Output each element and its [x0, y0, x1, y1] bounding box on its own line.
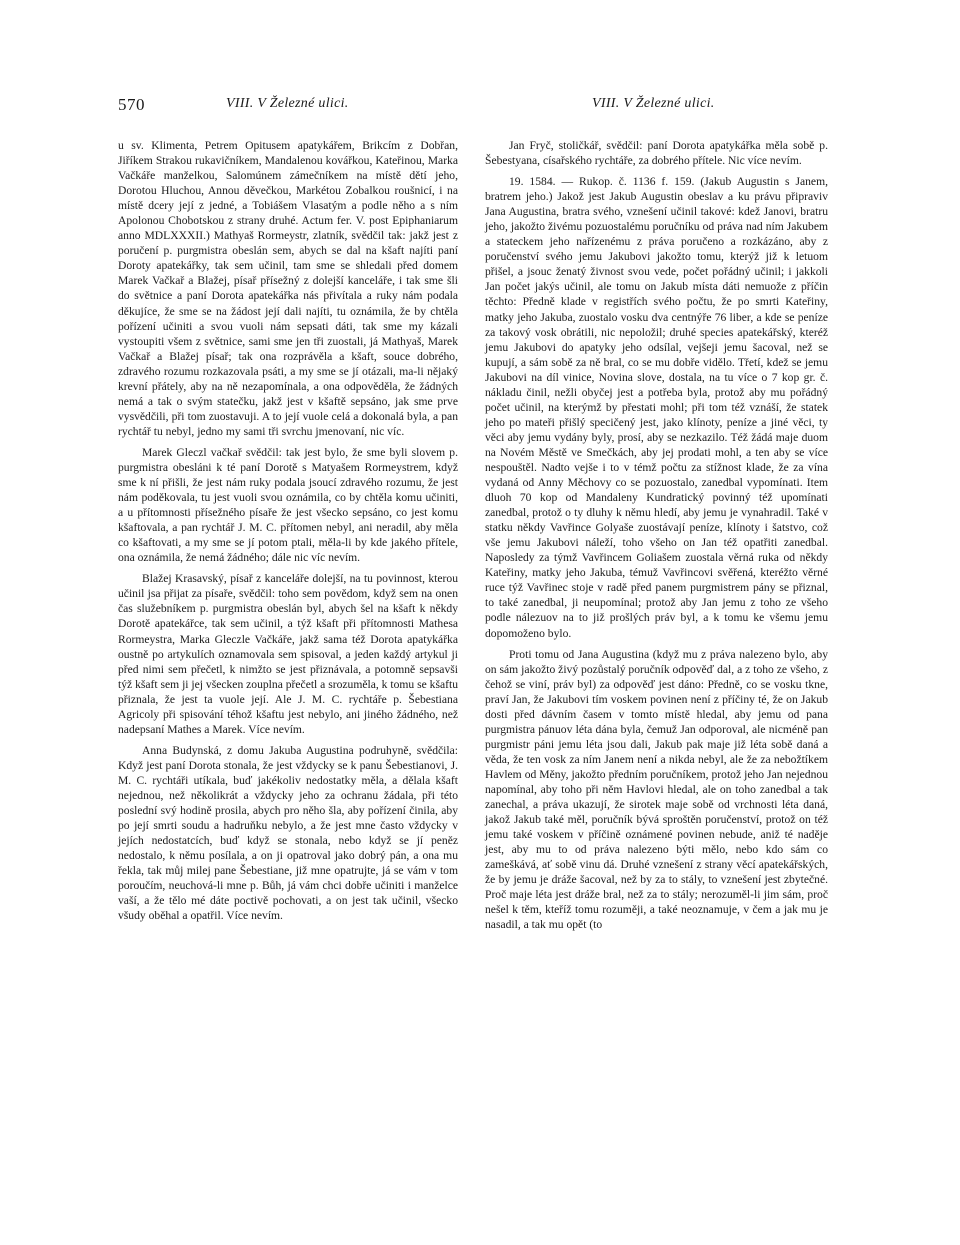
paragraph: u sv. Klimenta, Petrem Opitusem apatykářem, Brikcím z Dobřan, Jiříkem Strakou rukavičníkem, Mandalenou kovářkou, Kateřinou, Marka Vačkáře manželkou, Salomúnem zámečníkem na místě dětí jeho, Dorotou Hluchou, Annou děvečkou, Markétou Zobalkou roušnicí, i na místě dcery její z jedné, a Tobiášem Vlasatým a podle něho a s ním Apolonou Chobotskou z strany druhé. Actum fer. V. post Epiphaniarum anno MDLXXXII.) Mathyaš Rormeystr, zlatník, svědčil tak: jakž jest z poručení p. purgmistra obeslán sem, abych se dal na kšaft najíti paní Doroty apatekářky, tak sem učinil, tam sme se shledali před domem Marek Vačkař a Blažej, písař přísežný z dolejší kanceláře, i tak sme šli do světnice a paní Dorota apatekářka nás přivítala a ruky nám podala děkujíce, že sme se na žádost její dali najíti, tu oznámila, že by chtěla pořízení učiniti a svou vuoli nám sepsati dáti, tak sme my kázali vystoupiti všem z světnice, sami sme jen tři zuostali, já Mathyaš, Marek Vačkař a Blažej písař; tak ona rozprávěla a kšaft, souce dobrého, zdravého rozumu rozkazovala psáti, a my sme se jí otázali, ma-li nějaký krevní přátely, aby na ně nezapomínala, a ona odpověděla, že žádných nemá a tak o svým statečku, jakž jest v kšaftě sepsáno, jak sme prve vysvědčili, při tom zuostavuji. A to její vuole celá a dokonalá byla, a pan rychtář tu nebyl, jedno my sami tři svrchu jmenovaní, nic víc. [118, 139, 458, 438]
page-number: 570 [118, 95, 145, 114]
running-head-left: VIII. V Železné ulici. [226, 96, 349, 111]
right-column [485, 138, 828, 932]
running-head-right: VIII. V Železné ulici. [592, 96, 715, 111]
paragraph: Marek Gleczl vačkař svědčil: tak jest bylo, že sme byli slovem p. purgmistra obesláni k té paní Dorotě s Matyašem Rormeystrem, když sme k ní přišli, že jest nám ruky podala jsoucí zdravého rozumu, že jest nám poděkovala, tu jest vuoli svou oznámila, co by chtěla komu učiniti, a u přítomnosti přísežného písaře že jest všecko sepsáno, co jest komu kšaftovala, a pan rychtář J. M. C. přítomen nebyl, ani neradil, aby měla co kšaftovati, a my sme se jí potom ptali, měla-li by kde jakého přítele, ona oznámila, že nemá žádného; dále nic víc nevím. [118, 445, 458, 565]
paragraph: Proti tomu od Jana Augustina (když mu z práva nalezeno bylo, aby on sám jakožto živý pozůstalý poručník odpověď dal, a z toho ze všeho, z čehož se viní, práv byl) za odpověď jest dáno: Předně, co se vosku tkne, praví Jan, že Jakubovi tím voskem povinen není z příčiny té, že on Jakub dosti před dávním časem v tomto místě hledal, aby jemu od pana purgmistra pánuov léta dána byla, čemuž Jan odporoval, ale nicméně pan purgmistr páni jemu léta jsou dali, Jakub pak maje již léta sobě daná a věda, že ten vosk za ním Janem není a nikda nebyl, ale že za nebožtíkem Havlem od Měny, jakožto předním poručníkem, protož jeho Jan nejednou napomínal, aby toho při něm Havlovi hledal, ale on toho zanedbal a tak zanechal, a práva ukazují, že sirotek maje sobě od vrchnosti léta daná, jakož Jakub také měl, poručník bývá sproštěn poručenství, protož on též jemu také voskem v příčině oznámené povinen nebude, aniž té naděje jest, aby mu to od práva nalezeno býti mělo, nebo kdo sám co zameškává, ať sobě vinu dá. Druhé vznešení z strany věcí apatekářských, že by jemu je dráže šacoval, než by za to stály, to vznešení jest zbytečné. Proč maje léta jest dráže bral, než za to stály; nerozuměl-li jim sám, proč nešel k těm, kteříž tomu rozuměji, a také neoznamuje, v čem a jak mu je nasadil, a tak mu opět (to [485, 647, 828, 932]
left-column [118, 138, 458, 923]
page-header [118, 95, 858, 115]
paragraph: Anna Budynská, z domu Jakuba Augustina podruhyně, svědčila: Když jest paní Dorota stonala, že jest vždycky se k panu Šebestianovi, J. M. C. rychtáři utíkala, buď jakékoliv nedostatky měla, a dělala kšaft nejednou, než několikrát a vždycky jeho za ochranu žádala, při této poslední svý hodině prosila, abych pro něho šla, aby pořízení činila, aby po její smrti soudu a hadruňku nebylo, a že jest mne často vždycky v jejích nedostatcích, buď když se stonala, nebo když se jí peněz nedostalo, k němu posílala, a on ji opatroval jako dobrý pán, a ona mu řekla, tak můj milej pane Šebestiane, již mne opatrujte, já se vám v tom poroučím, neuchová-li mne p. Bůh, já vám chci dobře učiniti i manželce vaší, a že tělo mé dáte poctivě pochovati, a on jest tak učinil, všecko všudy oběhal a opatřil. Více nevím. [118, 743, 458, 923]
paragraph: Blažej Krasavský, písař z kanceláře dolejší, na tu povinnost, kterou učinil jsa přijat za písaře, svědčil: toho sem povědom, když sem na onen čas služebníkem p. purgmistra obeslán byl, abych šel na kšaft k někdy Dorotě apatekářce, tak sem učinil, a týž kšaft při přítomnosti Mathesa Rormeystra, Marka Gleczle Vačkáře, jakž sama též Dorota apatykářka oustně po artykulích oznamovala sem spisoval, a jeden každý artykul ji před nimi sem přečetl, k nimžto se jest přiznávala, a potomně sepsavši týž kšaft sem ji jej všecken zouplna přečetl a srozuměla, k tomu se kšaftu přiznala, že jest ta vuole její. Ale J. M. C. rychtáře p. Šebestiana Agricoly při spisování téhož kšaftu jest nebylo, ani jiného žádného, než nadepsaní Mathes a Marek. Více nevím. [118, 572, 458, 736]
paragraph: Jan Fryč, stoličkář, svědčil: paní Dorota apatykářka měla sobě p. Šebestyana, císařského rychtáře, za dobrého přítele. Nic více nevím. [485, 139, 828, 168]
paragraph: 19. 1584. — Rukop. č. 1136 f. 159. (Jakub Augustin s Janem, bratrem jeho.) Jakož jest Jakub Augustin obeslav a ku právu připraviv Jana Augustina, bratra svého, vznešení učinil takové: kdež Janovi, bratru jeho, jakožto živému pozuostalému poručníku od práva nad ním Jakubem a stateckem jeho nařízenému z práva poručeno a rozkázáno, aby z poručenství svého jemu Jakubovi jakožto tomu, kterýž již k letuom přišel, a jsouc ženatý živnost svou vede, počet pořádný učinil; i jakkoli Jan počet jakýs učinil, ale tomu on Jakub místa dáti nemuože z příčin těchto: Předně klade v registřích svého počtu, že po smrti Kateřiny, matky jeho Jakuba, zuostalo vosku dva centnýře 76 liber, a kde se peníze za takový vosk obrátili, nic nepoložil; druhé species apatekářský, kteréž jemu Jakubovi do apatyky jeho odsílal, vejšeji jemu šacoval, než se kupují, a sám sobě za ně bral, co se mu dobře vidělo. Třetí, kdež se jemu Jakubovi na díl vinice, Novina slove, dostala, na tu více o 7 kop gr. č. nákladu činil, nežli obyčej jest a potřeba byla, protož aby mu pořádný počet učinil, na kterýmž by přestati mohl; při tom též vznáší, že statek jeho po mateři přišlý specičený jest, jako klínoty, peníze a jiné věci, ty věci aby jemu vydány byly, prosí, aby se nezkazilo. Též žádá maje duom na Novém Městě ve Smečkách, aby jej prodati mohl, a ten aby se více nespouštěl. Nadto vejše i to v témž počtu za stížnost klade, že za vína vydaná od Anny Měchovy co se pozuostalo, zanedbal vypomínati. Item dluoh 70 kop od Mandaleny Kundratický povinný též upomínati zanedbal, protož o ty dluhy k němu hledí, aby jemu je vynahradil. Také v statku někdy Vavřince Golyaše zuostávají peníze, klínoty i šatstvo, což vše jemu Jakubovi náleží, toho všeho on Jan též opatřiti zanedbal. Naposledy za týmž Vavřincem Goliašem zuostala věrná ruka od někdy Kateřiny, matky jeho Jakuba, témuž Vavřincovi svěřená, kteréžto věrné ruce týž Vavřinec stoje v radě před panem purgmistrem pány se přiznal, to také zanedbal, ji neupomínal; protož aby Jan jemu z toho ze všeho podle nálezuov na to již prošlých práv byl, a k tomu ke všemu jemu dopomoženo bylo. [485, 175, 828, 640]
